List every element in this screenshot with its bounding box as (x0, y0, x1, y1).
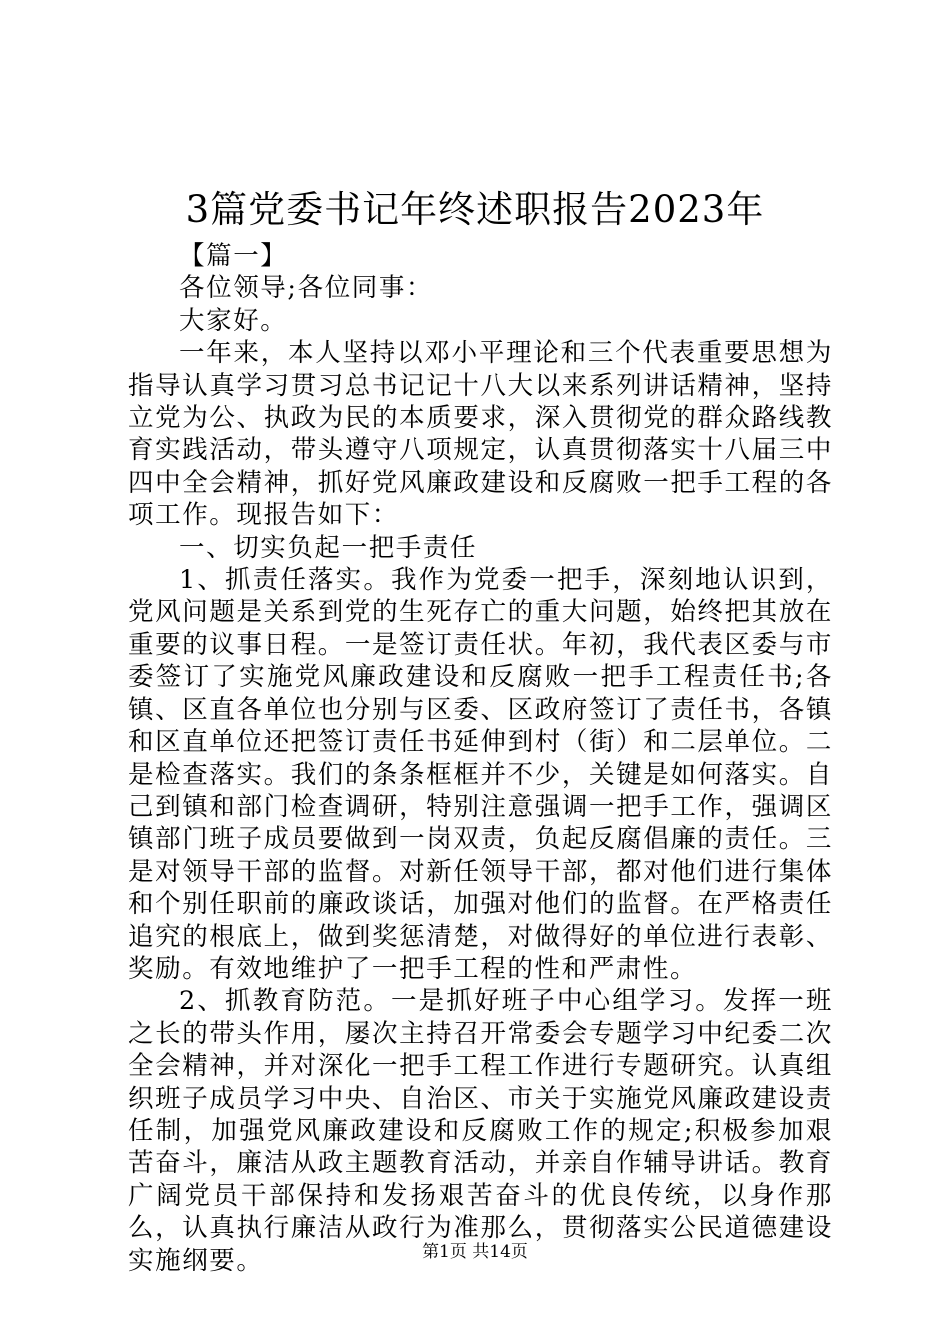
body-paragraph: 1、抓责任落实。我作为党委一把手，深刻地认识到，党风问题是关系到党的生死存亡的重大问题，始终把其放在重要的议事日程。一是签订责任状。年初，我代表区委与市委签订了实施党风廉政建设和反腐败一把手工程责任书;各镇、区直各单位也分别与区委、区政府签订了责任书，各镇和区直单位还把签订责任书延伸到村（街）和二层单位。二是检查落实。我们的条条框框并不少，关键是如何落实。自己到镇和部门检查调研，特别注意强调一把手工作，强调区镇部门班子成员要做到一岗双责，负起反腐倡廉的责任。三是对领导干部的监督。对新任领导干部，都对他们进行集体和个别任职前的廉政谈话，加强对他们的监督。在严格责任追究的根底上，做到奖惩清楚，对做得好的单位进行表彰、奖励。有效地维护了一把手工程的性和严肃性。 (128, 565, 833, 984)
document-title: 3篇党委书记年终述职报告2023年 (185, 188, 765, 231)
subheading: 一、切实负起一把手责任 (179, 532, 478, 563)
section-heading: 【篇一】 (179, 241, 288, 271)
body-paragraph: 2、抓教育防范。一是抓好班子中心组学习。发挥一班之长的带头作用，屡次主持召开常委会专题学习中纪委二次全会精神，并对深化一把手工程工作进行专题研究。认真组织班子成员学习中央、自治区、市关于实施党风廉政建设责任制，加强党风廉政建设和反腐败工作的规定;积极参加艰苦奋斗，廉洁从政主题教育活动，并亲自作辅导讲话。教育广阔党员干部保持和发扬艰苦奋斗的优良传统，以身作那么，认真执行廉洁从政行为准那么，贯彻落实公民道德建设实施纲要。 (128, 986, 833, 1276)
intro-paragraph: 一年来，本人坚持以邓小平理论和三个代表重要思想为指导认真学习贯习总书记记十八大以来系列讲话精神，坚持立党为公、执政为民的本质要求，深入贯彻党的群众路线教育实践活动，带头遵守八项规定，认真贯彻落实十八届三中四中全会精神，抓好党风廉政建设和反腐败一把手工程的各项工作。现报告如下： (128, 338, 833, 531)
page-number: 第1页 (422, 1242, 467, 1262)
document-body (128, 240, 833, 1277)
greeting: 大家好。 (179, 305, 288, 336)
salutation: 各位领导;各位同事： (179, 273, 434, 304)
page-total: 共14页 (472, 1242, 528, 1262)
page-footer (0, 1240, 950, 1264)
